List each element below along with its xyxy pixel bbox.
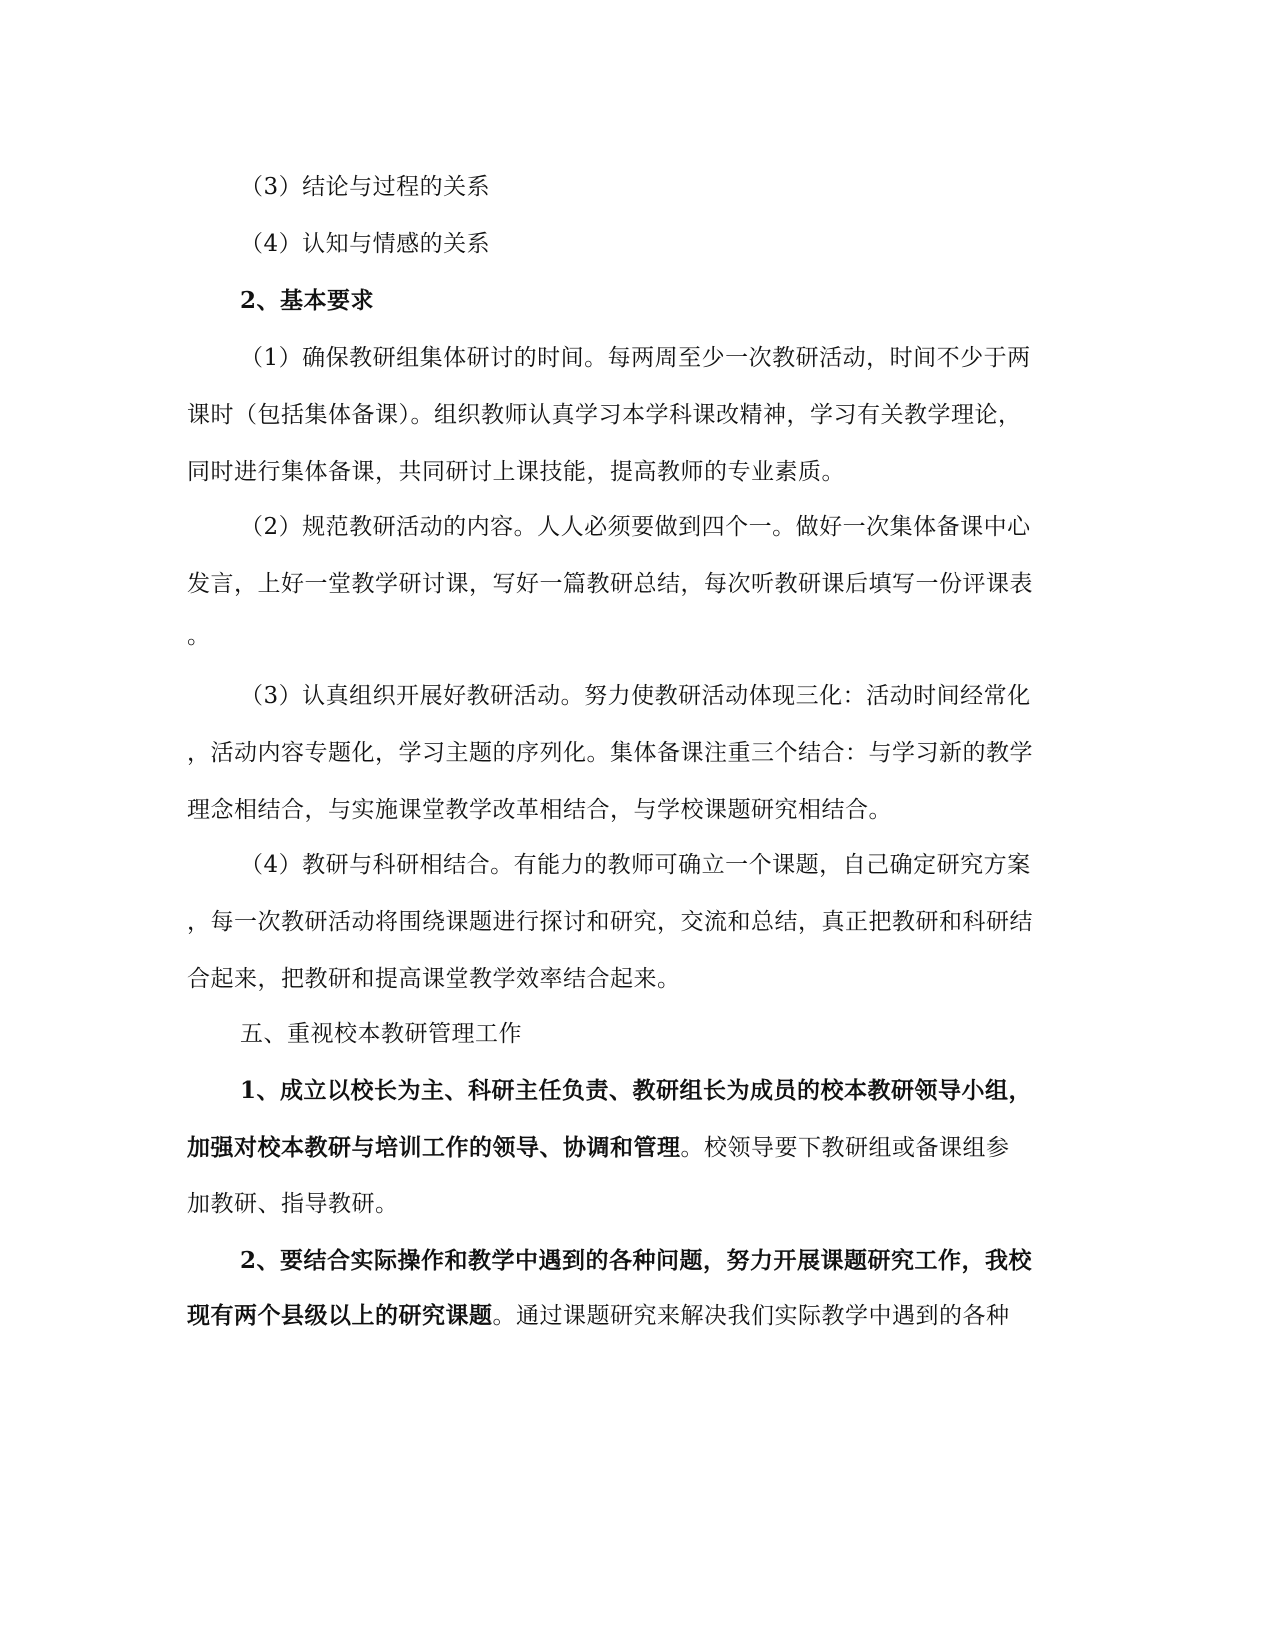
text-line: 课时（包括集体备课）。组织教师认真学习本学科课改精神，学习有关教学理论， [187,402,1022,428]
text-line: 1、成立以校长为主、科研主任负责、教研组长为成员的校本教研领导小组， [240,1077,1033,1104]
text-line: 2、要结合实际操作和教学中遇到的各种问题，努力开展课题研究工作，我校 [240,1247,1033,1274]
text-line [187,1132,1087,1164]
text-line: （1）确保教研组集体研讨的时间。每两周至少一次教研活动，时间不少于两 [240,345,1031,371]
text-segment: 。通过课题研究来解决我们实际教学中遇到的各种 [492,1303,1010,1329]
text-line: 。 [187,623,211,649]
text-line: ，每一次教研活动将围绕课题进行探讨和研究，交流和总结，真正把教研和科研结 [187,909,1033,935]
text-line: 加教研、指导教研。 [187,1191,399,1217]
text-line: （4）教研与科研相结合。有能力的教师可确立一个课题，自己确定研究方案 [240,852,1031,878]
text-segment: 。校领导要下教研组或备课组参 [680,1135,1010,1161]
text-line: 同时进行集体备课，共同研讨上课技能，提高教师的专业素质。 [187,459,845,485]
text-line: 合起来，把教研和提高课堂教学效率结合起来。 [187,966,681,992]
bold-text: 现有两个县级以上的研究课题 [187,1302,493,1329]
bold-text: 加强对校本教研与培训工作的领导、协调和管理 [187,1134,681,1161]
text-line [187,1300,1087,1332]
text-line: （3）结论与过程的关系 [240,174,491,200]
section-heading: 2、基本要求 [240,287,375,314]
text-line: （4）认知与情感的关系 [240,231,491,257]
text-line: （2）规范教研活动的内容。人人必须要做到四个一。做好一次集体备课中心 [240,514,1031,540]
text-line: （3）认真组织开展好教研活动。努力使教研活动体现三化：活动时间经常化 [240,683,1031,709]
section-heading: 五、重视校本教研管理工作 [240,1021,522,1047]
text-line: 理念相结合，与实施课堂教学改革相结合，与学校课题研究相结合。 [187,797,892,823]
text-line: 发言，上好一堂教学研讨课，写好一篇教研总结，每次听教研课后填写一份评课表 [187,571,1033,597]
text-line: ，活动内容专题化，学习主题的序列化。集体备课注重三个结合：与学习新的教学 [187,740,1033,766]
